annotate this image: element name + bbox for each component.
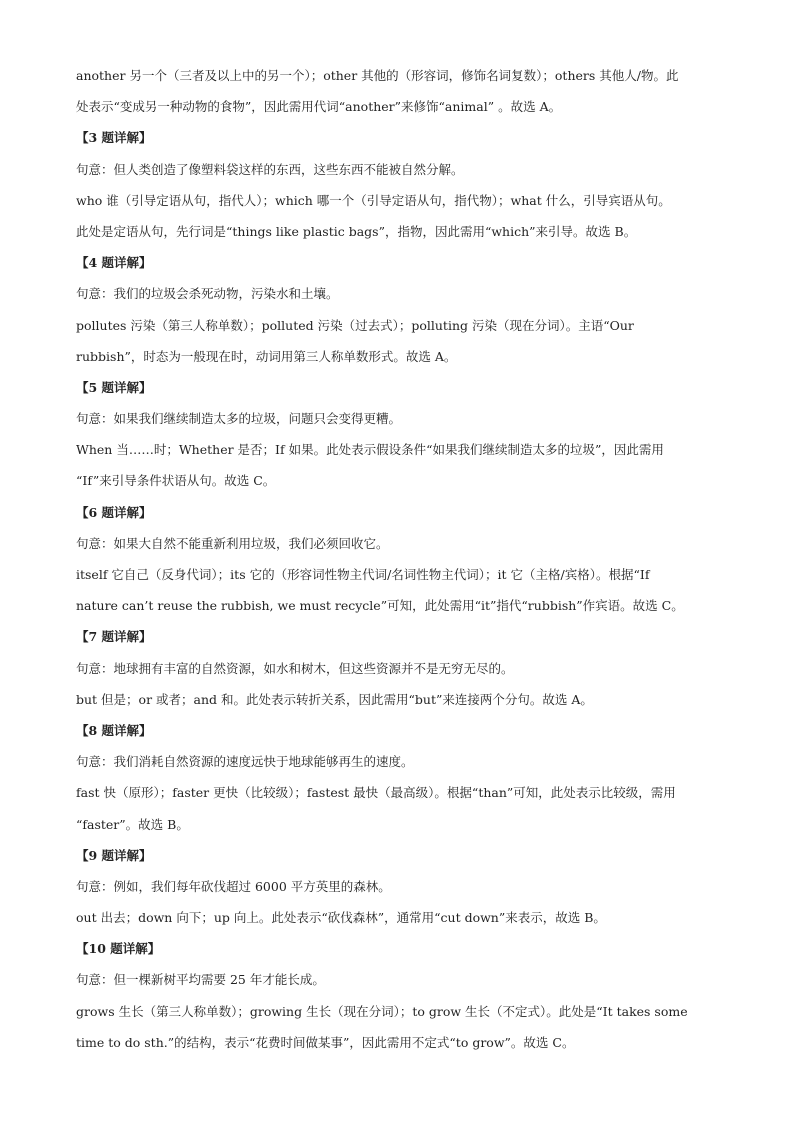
paragraph-line: but 但是；or 或者；and 和。此处表示转折关系，因此需用“but”来连接两个分句。故选 A。: [76, 691, 593, 707]
sentence-meaning-q4: 句意：我们的垃圾会杀死动物，污染水和土壤。: [76, 286, 339, 302]
paragraph-line: grows 生长（第三人称单数）；growing 生长（现在分词）；to grow 生长（不定式）。此处是“It takes some: [76, 1003, 688, 1019]
sentence-meaning-q7: 句意：地球拥有丰富的自然资源，如水和树木，但这些资源并不是无穷无尽的。: [76, 660, 514, 676]
paragraph-line: fast 快（原形）；faster 更快（比较级）；fastest 最快（最高级）。根据“than”可知，此处表示比较级，需用: [76, 785, 676, 801]
paragraph-line: 处表示“变成另一种动物的食物”，因此需用代词“another”来修饰“animal” 。故选 A。: [76, 99, 562, 115]
paragraph-line: itself 它自己（反身代词）；its 它的（形容词性物主代词/名词性物主代词）；it 它（主格/宾格）。根据“If: [76, 567, 650, 582]
section-heading-q10: 【10 题详解】: [76, 941, 161, 957]
sentence-meaning-q9: 句意：例如，我们每年砍伐超过 6000 平方英里的森林。: [76, 878, 391, 894]
paragraph-line: pollutes 污染（第三人称单数）；polluted 污染（过去式）；polluting 污染（现在分词）。主语“Our: [76, 317, 634, 333]
paragraph-line: another 另一个（三者及以上中的另一个）；other 其他的（形容词，修饰名词复数）；others 其他人/物。此: [76, 68, 679, 83]
paragraph-line: When 当……时；Whether 是否；If 如果。此处表示假设条件“如果我们继续制造太多的垃圾”，因此需用: [76, 442, 664, 458]
paragraph-line: “faster”。故选 B。: [76, 816, 189, 832]
section-heading-q6: 【6 题详解】: [76, 504, 152, 520]
section-heading-q3: 【3 题详解】: [76, 130, 152, 146]
sentence-meaning-q8: 句意：我们消耗自然资源的速度远快于地球能够再生的速度。: [76, 754, 414, 770]
section-heading-q8: 【8 题详解】: [76, 722, 152, 738]
sentence-meaning-q3: 句意：但人类创造了像塑料袋这样的东西，这些东西不能被自然分解。: [76, 161, 464, 177]
paragraph-line: time to do sth.”的结构，表示“花费时间做某事”，因此需用不定式“to grow”。故选 C。: [76, 1034, 575, 1050]
paragraph-line: 此处是定语从句，先行词是“things like plastic bags”，指物，因此需用“which”来引导。故选 B。: [76, 223, 637, 239]
section-heading-q7: 【7 题详解】: [76, 629, 152, 645]
paragraph-line: who 谁（引导定语从句，指代人）；which 哪一个（引导定语从句，指代物）；what 什么，引导宾语从句。: [76, 192, 671, 208]
paragraph-line: rubbish”，时态为一般现在时，动词用第三人称单数形式。故选 A。: [76, 348, 457, 364]
section-heading-q5: 【5 题详解】: [76, 379, 152, 395]
sentence-meaning-q5: 句意：如果我们继续制造太多的垃圾，问题只会变得更糟。: [76, 411, 402, 427]
section-heading-q9: 【9 题详解】: [76, 847, 152, 863]
paragraph-line: “If”来引导条件状语从句。故选 C。: [76, 473, 276, 489]
paragraph-line: out 出去；down 向下；up 向上。此处表示“砍伐森林”，通常用“cut down”来表示，故选 B。: [76, 910, 606, 926]
sentence-meaning-q6: 句意：如果大自然不能重新利用垃圾，我们必须回收它。: [76, 535, 389, 551]
document-body: [76, 60, 722, 1058]
paragraph-line: nature can’t reuse the rubbish, we must recycle”可知，此处需用“it”指代“rubbish”作宾语。故选 C。: [76, 598, 684, 614]
section-heading-q4: 【4 题详解】: [76, 255, 152, 271]
sentence-meaning-q10: 句意：但一棵新树平均需要 25 年才能长成。: [76, 972, 325, 988]
